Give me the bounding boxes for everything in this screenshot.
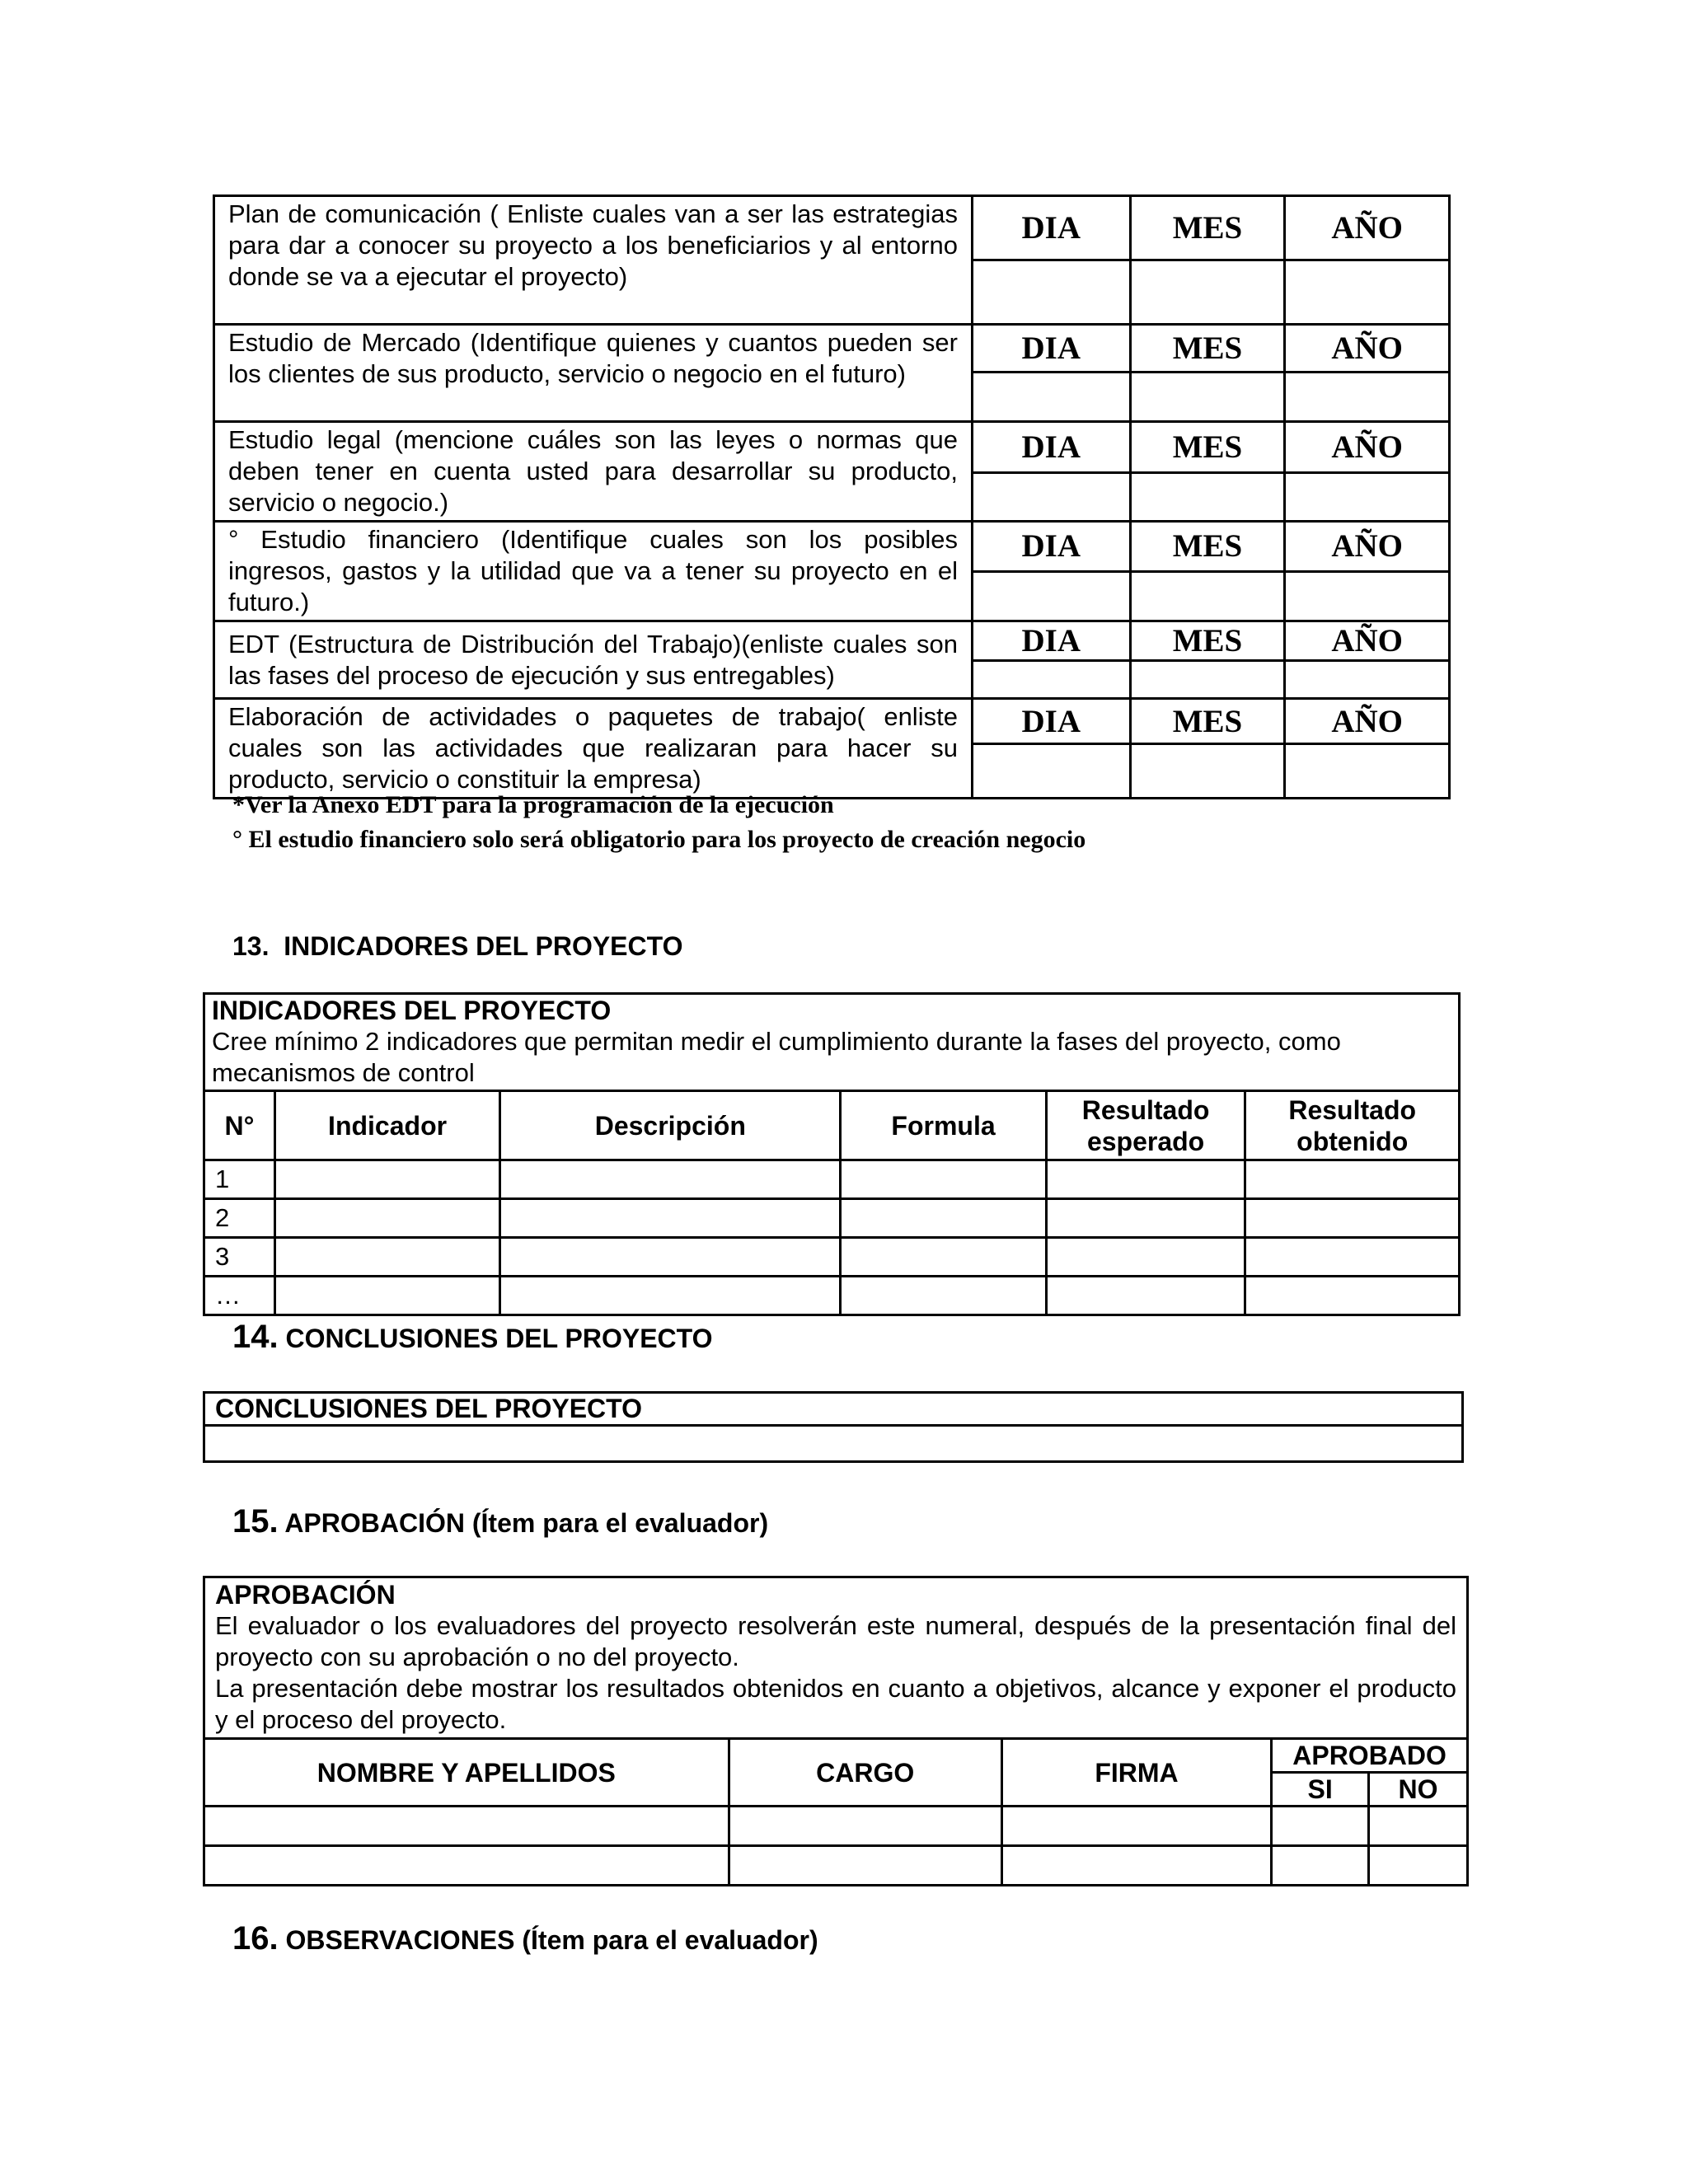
month-cell[interactable]	[1130, 260, 1285, 325]
year-cell[interactable]	[1285, 571, 1450, 621]
formula-cell[interactable]	[841, 1277, 1046, 1315]
schedule-row-label: Estudio legal (mencione cuáles son las leyes o normas que deben tener en cuenta usted para desarrollar su producto, servicio o negocio.)	[214, 422, 973, 522]
section-number: 16.	[232, 1920, 279, 1957]
section-number: 13.	[232, 931, 270, 961]
obtained-cell[interactable]	[1245, 1277, 1460, 1315]
obtained-cell[interactable]	[1245, 1160, 1460, 1199]
approval-box-text-2: La presentación debe mostrar los resultados obtenidos en cuanto a objetivos, alcance y exponer el producto y el proceso del proyecto.	[215, 1674, 1456, 1734]
no-cell[interactable]	[1369, 1807, 1468, 1846]
col-number: N°	[204, 1091, 275, 1160]
section-title: INDICADORES DEL PROYECTO	[284, 931, 683, 961]
year-header: AÑO	[1285, 621, 1450, 661]
day-cell[interactable]	[972, 373, 1130, 422]
name-cell[interactable]	[204, 1846, 729, 1886]
row-number: …	[204, 1277, 275, 1315]
year-header: AÑO	[1285, 422, 1450, 473]
day-cell[interactable]	[972, 744, 1130, 799]
obtained-cell[interactable]	[1245, 1199, 1460, 1238]
indicator-cell[interactable]	[274, 1199, 499, 1238]
section-number: 15.	[232, 1503, 279, 1540]
approval-intro	[204, 1577, 1468, 1739]
day-header: DIA	[972, 699, 1130, 744]
approval-box-title: APROBACIÓN	[215, 1580, 396, 1610]
indicator-cell[interactable]	[274, 1277, 499, 1315]
expected-cell[interactable]	[1046, 1238, 1245, 1277]
formula-cell[interactable]	[841, 1199, 1046, 1238]
col-indicator: Indicador	[274, 1091, 499, 1160]
schedule-row-label: ° Estudio financiero (Identifique cuales son los posibles ingresos, gastos y la utilidad que va a tener su proyecto en el futuro.)	[214, 522, 973, 621]
schedule-row-label: Plan de comunicación ( Enliste cuales van a ser las estrategias para dar a conocer su proyecto a los beneficiarios y al entorno donde se va a ejecutar el proyecto)	[214, 196, 973, 325]
section-16-heading	[232, 1920, 818, 1957]
year-header: AÑO	[1285, 325, 1450, 373]
expected-cell[interactable]	[1046, 1160, 1245, 1199]
col-yes: SI	[1272, 1773, 1369, 1807]
indicators-intro	[204, 994, 1460, 1091]
description-cell[interactable]	[500, 1238, 841, 1277]
table-row	[204, 1807, 1468, 1846]
indicators-box-title: INDICADORES DEL PROYECTO	[212, 996, 612, 1025]
role-cell[interactable]	[729, 1846, 1001, 1886]
year-header: AÑO	[1285, 699, 1450, 744]
col-role: CARGO	[729, 1739, 1001, 1807]
table-row	[204, 1160, 1460, 1199]
description-cell[interactable]	[500, 1277, 841, 1315]
month-cell[interactable]	[1130, 661, 1285, 699]
row-number: 2	[204, 1199, 275, 1238]
financial-study-note: ° El estudio financiero solo será obligatorio para los proyecto de creación negocio	[232, 826, 1086, 853]
description-cell[interactable]	[500, 1199, 841, 1238]
indicator-cell[interactable]	[274, 1160, 499, 1199]
day-header: DIA	[972, 522, 1130, 572]
col-name: NOMBRE Y APELLIDOS	[204, 1739, 729, 1807]
month-header: MES	[1130, 621, 1285, 661]
month-cell[interactable]	[1130, 373, 1285, 422]
year-header: AÑO	[1285, 522, 1450, 572]
month-header: MES	[1130, 325, 1285, 373]
section-number: 14.	[232, 1319, 279, 1355]
section-title: CONCLUSIONES DEL PROYECTO	[285, 1324, 713, 1353]
conclusions-box-title: CONCLUSIONES DEL PROYECTO	[204, 1393, 1463, 1426]
col-no: NO	[1369, 1773, 1468, 1807]
obtained-cell[interactable]	[1245, 1238, 1460, 1277]
month-header: MES	[1130, 422, 1285, 473]
expected-cell[interactable]	[1046, 1277, 1245, 1315]
name-cell[interactable]	[204, 1807, 729, 1846]
schedule-row-label: Elaboración de actividades o paquetes de trabajo( enliste cuales son las actividades que realizaran para hacer su producto, servicio o constituir la empresa)	[214, 699, 973, 799]
yes-cell[interactable]	[1272, 1807, 1369, 1846]
month-cell[interactable]	[1130, 472, 1285, 521]
description-cell[interactable]	[500, 1160, 841, 1199]
year-cell[interactable]	[1285, 661, 1450, 699]
signature-cell[interactable]	[1001, 1807, 1271, 1846]
schedule-row-label: Estudio de Mercado (Identifique quienes y cuantos pueden ser los clientes de sus producto, servicio o negocio en el futuro)	[214, 325, 973, 422]
section-title: APROBACIÓN (Ítem para el evaluador)	[284, 1508, 769, 1538]
table-row	[204, 1277, 1460, 1315]
month-header: MES	[1130, 699, 1285, 744]
section-13-heading	[232, 931, 682, 962]
day-cell[interactable]	[972, 661, 1130, 699]
table-row	[204, 1846, 1468, 1886]
month-cell[interactable]	[1130, 744, 1285, 799]
day-header: DIA	[972, 325, 1130, 373]
col-formula: Formula	[841, 1091, 1046, 1160]
year-header: AÑO	[1285, 196, 1450, 260]
section-15-heading	[232, 1503, 768, 1540]
col-description: Descripción	[500, 1091, 841, 1160]
conclusions-input[interactable]	[204, 1426, 1463, 1462]
col-obtained-result: Resultado obtenido	[1245, 1091, 1460, 1160]
day-cell[interactable]	[972, 260, 1130, 325]
day-header: DIA	[972, 422, 1130, 473]
no-cell[interactable]	[1369, 1846, 1468, 1886]
month-header: MES	[1130, 196, 1285, 260]
indicators-box-text: Cree mínimo 2 indicadores que permitan medir el cumplimiento durante la fases del proyecto, como mecanismos de control	[212, 1027, 1341, 1087]
section-14-heading	[232, 1319, 713, 1356]
yes-cell[interactable]	[1272, 1846, 1369, 1886]
edt-annex-note: *Ver la Anexo EDT para la programación de la ejecución	[232, 791, 834, 818]
month-cell[interactable]	[1130, 571, 1285, 621]
day-header: DIA	[972, 621, 1130, 661]
signature-cell[interactable]	[1001, 1846, 1271, 1886]
row-number: 3	[204, 1238, 275, 1277]
col-signature: FIRMA	[1001, 1739, 1271, 1807]
year-cell[interactable]	[1285, 744, 1450, 799]
col-approved: APROBADO	[1272, 1739, 1468, 1773]
schedule-table	[213, 194, 1451, 799]
year-cell[interactable]	[1285, 260, 1450, 325]
row-number: 1	[204, 1160, 275, 1199]
formula-cell[interactable]	[841, 1238, 1046, 1277]
schedule-row-label: EDT (Estructura de Distribución del Trabajo)(enliste cuales son las fases del proceso de ejecución y sus entregables)	[214, 621, 973, 699]
conclusions-table	[203, 1391, 1464, 1463]
table-row	[204, 1199, 1460, 1238]
role-cell[interactable]	[729, 1807, 1001, 1846]
formula-cell[interactable]	[841, 1160, 1046, 1199]
day-cell[interactable]	[972, 571, 1130, 621]
day-cell[interactable]	[972, 472, 1130, 521]
year-cell[interactable]	[1285, 472, 1450, 521]
col-expected-result: Resultado esperado	[1046, 1091, 1245, 1160]
indicator-cell[interactable]	[274, 1238, 499, 1277]
expected-cell[interactable]	[1046, 1199, 1245, 1238]
indicators-table	[203, 992, 1461, 1316]
section-title: OBSERVACIONES (Ítem para el evaluador)	[285, 1925, 818, 1955]
table-row	[204, 1238, 1460, 1277]
year-cell[interactable]	[1285, 373, 1450, 422]
day-header: DIA	[972, 196, 1130, 260]
approval-box-text-1: El evaluador o los evaluadores del proyecto resolverán este numeral, después de la presentación final del proyecto con su aprobación o no del proyecto.	[215, 1611, 1456, 1671]
approval-table	[203, 1576, 1469, 1886]
month-header: MES	[1130, 522, 1285, 572]
